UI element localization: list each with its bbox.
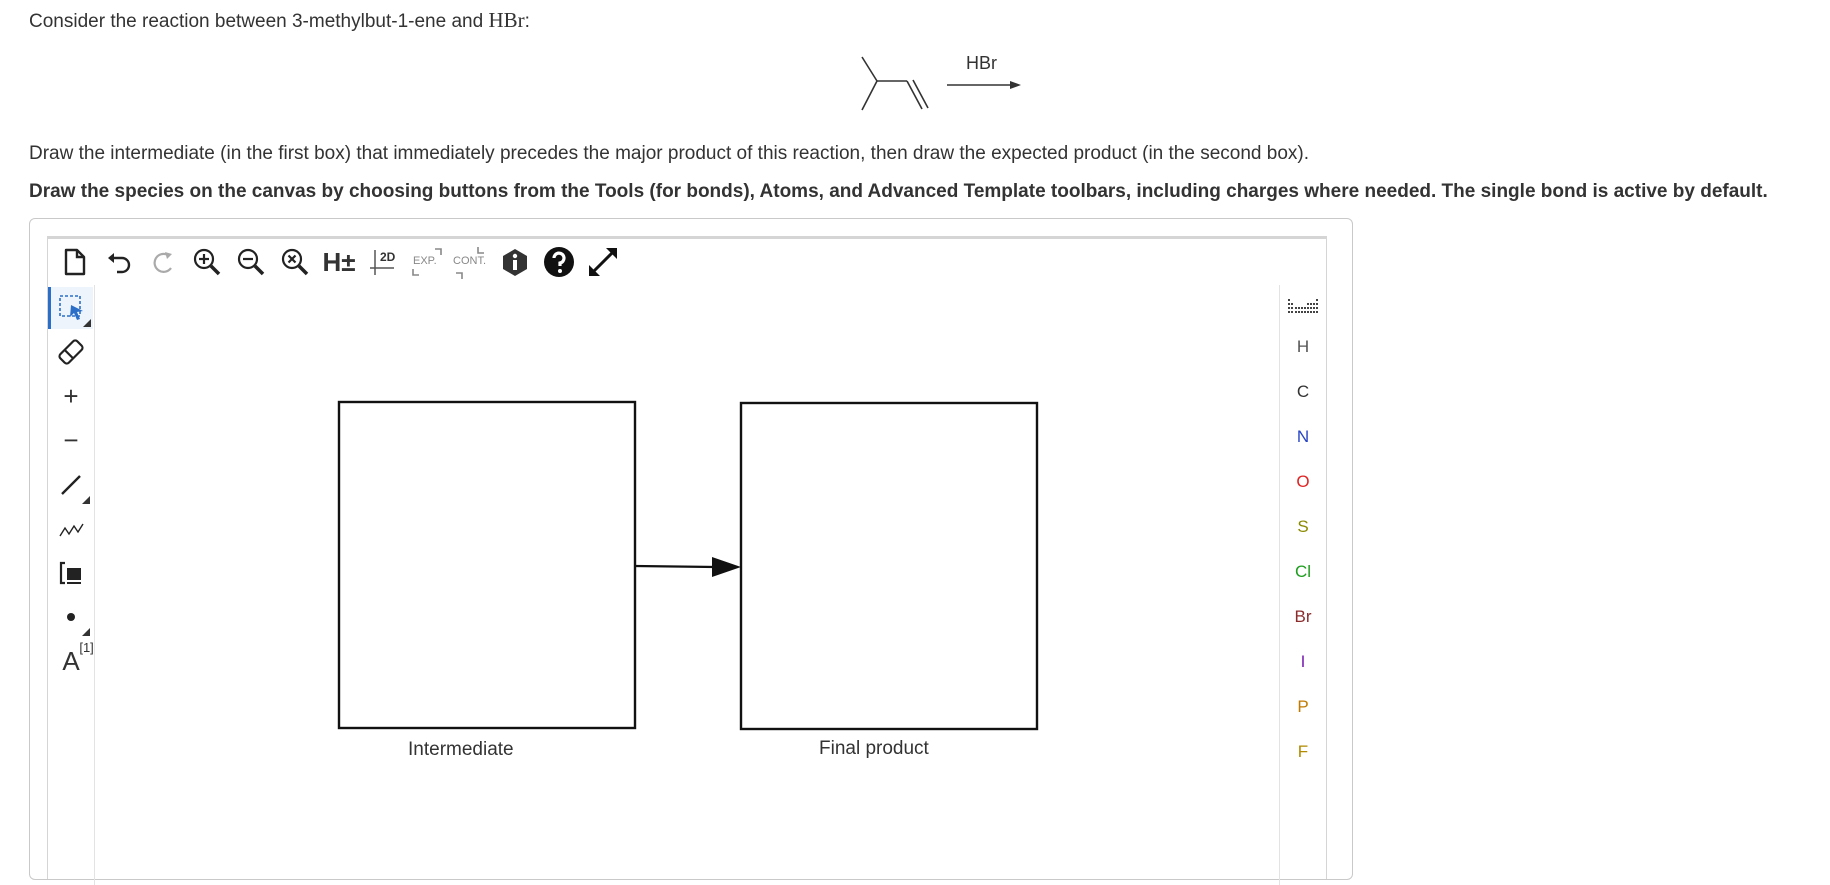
add-hydrogens-icon: H± — [322, 246, 356, 277]
drawing-canvas[interactable] — [95, 285, 1279, 885]
reagent-label: HBr — [966, 53, 997, 73]
info-button[interactable] — [495, 242, 535, 282]
select-tool-button[interactable] — [48, 287, 93, 329]
intermediate-box — [339, 402, 635, 728]
clean-2d-label: 2D — [380, 250, 396, 264]
canvas-arrow — [635, 566, 715, 567]
atom-button-f[interactable]: F — [1297, 742, 1309, 761]
atom-button-o[interactable]: O — [1296, 472, 1310, 491]
question-prefix: Consider the reaction between 3-methylbut-1-ene and — [29, 11, 489, 32]
info-icon — [501, 247, 529, 277]
negative-charge-button[interactable] — [50, 419, 92, 461]
atom-button-br[interactable]: Br — [1294, 607, 1312, 626]
redo-button[interactable] — [143, 242, 183, 282]
fullscreen-button[interactable] — [583, 242, 623, 282]
zoom-reset-icon — [280, 247, 310, 277]
template-tool-button[interactable] — [50, 552, 92, 594]
eraser-tool-button[interactable] — [50, 331, 92, 373]
fullscreen-icon — [586, 245, 620, 279]
select-more-icon — [83, 319, 91, 327]
periodic-table-button[interactable] — [1280, 297, 1326, 322]
plus-icon: + — [63, 380, 79, 411]
chemistry-editor — [47, 236, 1327, 879]
clean-2d-button[interactable] — [363, 242, 403, 282]
question-text — [29, 8, 530, 33]
top-toolbar — [48, 239, 1326, 285]
radical-more-icon — [82, 628, 90, 636]
undo-icon — [105, 248, 133, 276]
zoom-in-icon — [192, 247, 222, 277]
atom-label-tool-button[interactable] — [50, 640, 92, 682]
atom-button-p[interactable]: P — [1297, 697, 1309, 716]
instruction-text: Draw the intermediate (in the first box) that immediately precedes the major product of this reaction, then draw the expected product (in the second box). — [29, 143, 1309, 164]
zoom-out-button[interactable] — [231, 242, 271, 282]
atom-button-c[interactable]: C — [1296, 382, 1310, 401]
intermediate-label: Intermediate — [408, 739, 514, 760]
atom-button-i[interactable]: I — [1300, 652, 1306, 671]
undo-button[interactable] — [99, 242, 139, 282]
bond-more-icon — [82, 496, 90, 504]
expand-label: EXP. — [413, 255, 437, 267]
redo-icon — [149, 248, 177, 276]
bold-instruction-text: Draw the species on the canvas by choosing buttons from the Tools (for bonds), Atoms, and Advanced Template toolbars, including charges where needed. The single bond is active by default. — [29, 181, 1768, 202]
reactant-structure — [855, 50, 1025, 120]
right-toolbar — [1279, 285, 1326, 885]
atom-button-n[interactable]: N — [1296, 427, 1310, 446]
minus-icon: − — [63, 424, 79, 455]
zoom-out-icon — [236, 247, 266, 277]
chain-tool-button[interactable] — [50, 508, 92, 550]
question-reagent: HBr — [488, 8, 525, 32]
contract-button[interactable] — [451, 242, 491, 282]
atom-label-letter: A — [62, 645, 80, 676]
new-document-button[interactable] — [55, 242, 95, 282]
question-suffix: : — [524, 11, 530, 32]
atom-button-s[interactable]: S — [1297, 517, 1309, 536]
add-hydrogens-button[interactable] — [319, 242, 359, 282]
chain-icon — [56, 514, 86, 544]
contract-label: CONT. — [453, 255, 486, 267]
help-button[interactable] — [539, 242, 579, 282]
expand-button[interactable] — [407, 242, 447, 282]
single-bond-button[interactable] — [50, 464, 92, 506]
atom-label-superscript: [1] — [79, 639, 94, 655]
atom-label-icon — [62, 639, 94, 677]
atom-button-cl[interactable]: Cl — [1294, 562, 1312, 581]
radical-tool-button[interactable] — [50, 596, 92, 638]
left-toolbar — [48, 285, 95, 885]
zoom-in-button[interactable] — [187, 242, 227, 282]
canvas-drawing — [95, 285, 1279, 885]
periodic-table-icon — [1287, 297, 1319, 317]
reaction-scheme — [855, 50, 1025, 120]
atom-button-h[interactable]: H — [1296, 337, 1310, 356]
template-icon — [56, 558, 86, 588]
zoom-reset-button[interactable] — [275, 242, 315, 282]
final-product-box — [741, 403, 1037, 729]
positive-charge-button[interactable] — [50, 375, 92, 417]
help-icon — [543, 246, 575, 278]
new-document-icon — [62, 248, 88, 276]
eraser-icon — [56, 337, 86, 367]
final-product-label: Final product — [819, 738, 929, 759]
